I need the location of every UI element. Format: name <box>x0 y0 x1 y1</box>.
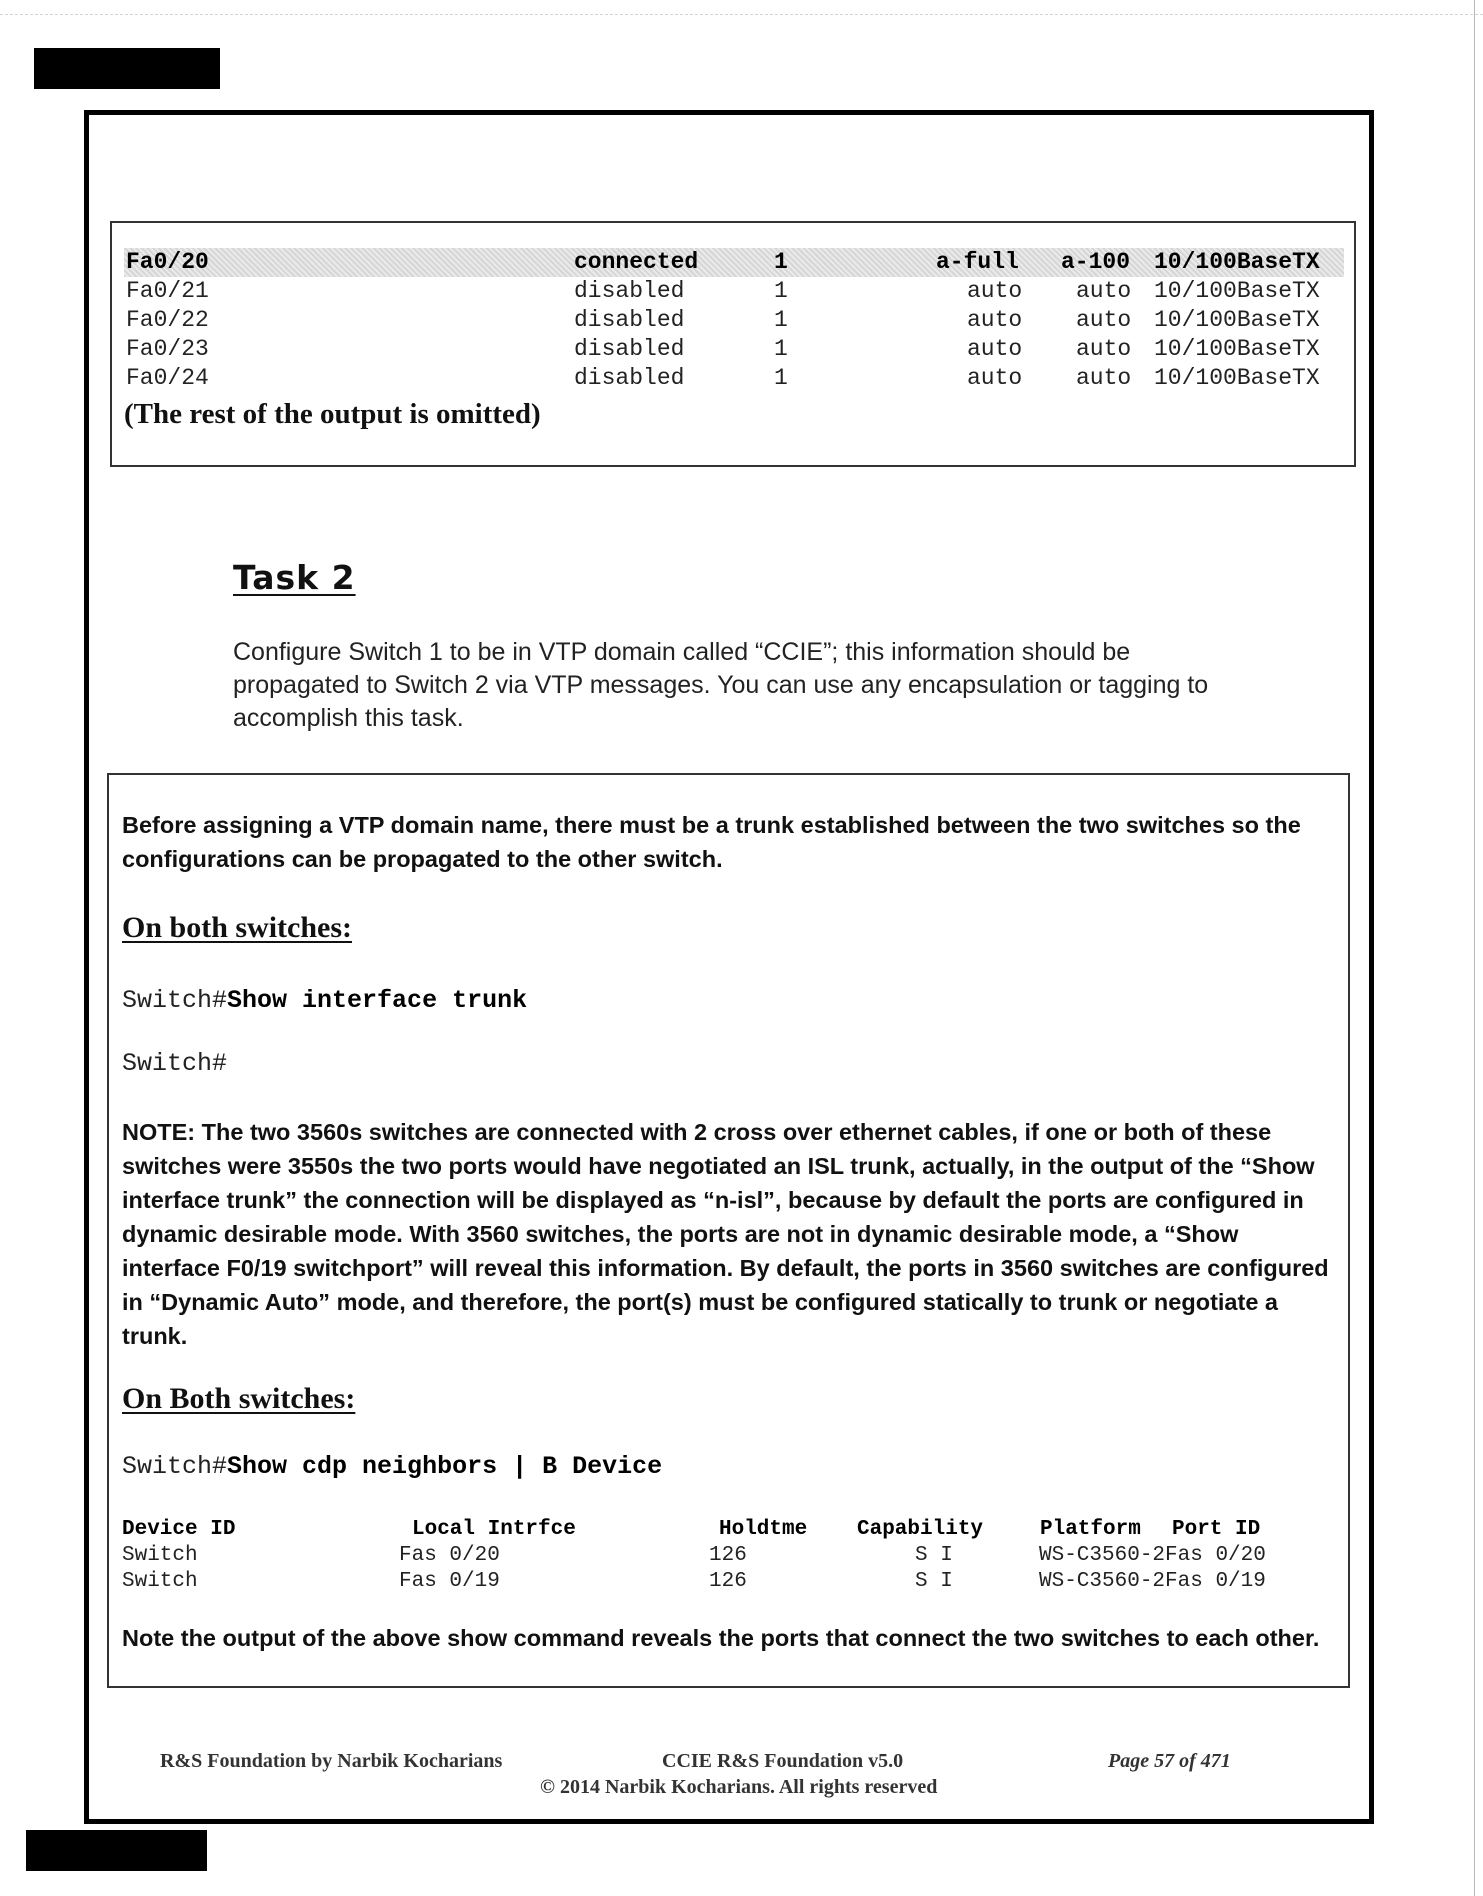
local-intf-cell: Fas 0/20 <box>399 1544 500 1567</box>
speed-cell: auto <box>1076 307 1132 333</box>
type-cell: 10/100BaseTX <box>1154 249 1320 275</box>
header-platform: Platform <box>1040 1518 1141 1541</box>
solution-note: NOTE: The two 3560s switches are connected with 2 cross over ethernet cables, if one or both of these switches were 3550s the two ports would have negotiated an ISL trunk, actually, in the output of the “Show interface trunk” the connection will be displayed as “n-isl”, because by default the ports are configured in dynamic desirable mode. With 3560 switches, the ports are not in dynamic desirable mode, a “Show interface F0/19 switchport” will reveal this information. By default, the ports in 3560 switches are configured in “Dynamic Auto” mode, and therefore, the port(s) must be configured statically to trunk or negotiate a trunk. <box>122 1119 1329 1349</box>
section-heading-both-switches-2: On Both switches: <box>122 1382 356 1415</box>
header-local-intrfce: Local Intrfce <box>412 1518 576 1541</box>
status-cell: disabled <box>574 336 685 362</box>
redaction-bar-bottom <box>26 1830 207 1871</box>
command-output-prompt: Switch# <box>122 1049 228 1078</box>
table-row <box>124 364 1344 393</box>
holdtime-cell: 126 <box>709 1544 747 1567</box>
capability-cell: S I <box>915 1570 953 1593</box>
capability-cell: S I <box>915 1544 953 1567</box>
duplex-cell: auto <box>967 278 1023 304</box>
platform-value: WS-C3560-2 <box>1039 1570 1166 1593</box>
type-cell: 10/100BaseTX <box>1154 365 1320 391</box>
status-cell: disabled <box>574 278 685 304</box>
type-cell: 10/100BaseTX <box>1154 278 1320 304</box>
page-number-text: Page 57 of 471 <box>1108 1750 1231 1772</box>
cli-command: Show interface trunk <box>227 986 528 1015</box>
task-line: propagated to Switch 2 via VTP messages. You can use any encapsulation or tagging to <box>233 671 1209 699</box>
output-omitted-note: (The rest of the output is omitted) <box>124 398 541 430</box>
speed-cell: auto <box>1076 365 1132 391</box>
header-device-id: Device ID <box>122 1518 236 1541</box>
port-cell: Fa0/20 <box>126 249 209 275</box>
port-cell: Fa0/23 <box>126 336 209 362</box>
platform-value: WS-C3560-2 <box>1039 1544 1166 1567</box>
vlan-cell: 1 <box>774 249 788 275</box>
type-cell: 10/100BaseTX <box>1154 336 1320 362</box>
footer-page-number <box>1108 1750 1231 1773</box>
header-port-id: Port ID <box>1172 1518 1261 1541</box>
port-cell: Fa0/21 <box>126 278 209 304</box>
cli-prompt: Switch# <box>122 986 228 1015</box>
task-line: accomplish this task. <box>233 704 464 732</box>
port-cell: Fa0/22 <box>126 307 209 333</box>
footer-copyright: © 2014 Narbik Kocharians. All rights reserved <box>540 1776 938 1798</box>
vlan-cell: 1 <box>774 307 788 333</box>
vlan-cell: 1 <box>774 365 788 391</box>
duplex-cell: auto <box>967 365 1023 391</box>
cdp-neighbors-table <box>122 1517 1322 1597</box>
table-row <box>124 248 1344 277</box>
port-id-value: Fas 0/20 <box>1165 1544 1266 1567</box>
scan-artifact-top-line <box>0 14 1483 15</box>
device-id-cell: Switch <box>122 1570 198 1593</box>
type-cell: 10/100BaseTX <box>1154 307 1320 333</box>
table-row <box>124 335 1344 364</box>
duplex-cell: a-full <box>936 249 1019 275</box>
solution-box <box>107 773 1350 1688</box>
header-holdtme: Holdtme <box>719 1518 808 1541</box>
scan-artifact-right-line <box>1474 0 1475 1896</box>
table-row <box>122 1569 1322 1595</box>
task-title: Task 2 <box>233 558 356 597</box>
header-capability: Capability <box>857 1518 984 1541</box>
platform-port-cell <box>1039 1569 1266 1595</box>
speed-cell: auto <box>1076 278 1132 304</box>
duplex-cell: auto <box>967 307 1023 333</box>
cli-prompt: Switch# <box>122 1452 228 1481</box>
port-cell: Fa0/24 <box>126 365 209 391</box>
platform-port-cell <box>1039 1543 1266 1569</box>
command-show-cdp-neighbors <box>122 1452 662 1481</box>
cli-command: Show cdp neighbors | B Device <box>227 1452 663 1481</box>
status-cell: connected <box>574 249 699 275</box>
footer-author: R&S Foundation by Narbik Kocharians <box>160 1750 503 1772</box>
task-line: Configure Switch 1 to be in VTP domain called “CCIE”; this information should be <box>233 638 1131 666</box>
table-row <box>122 1543 1322 1569</box>
solution-intro: Before assigning a VTP domain name, there must be a trunk established between the two switches so the configurations can be propagated to the other switch. <box>122 812 1301 872</box>
redaction-bar-top <box>34 48 220 89</box>
closing-note: Note the output of the above show command reveals the ports that connect the two switches to each other. <box>122 1625 1320 1651</box>
vlan-cell: 1 <box>774 278 788 304</box>
section-heading-both-switches: On both switches: <box>122 911 353 944</box>
device-id-cell: Switch <box>122 1544 198 1567</box>
local-intf-cell: Fas 0/19 <box>399 1570 500 1593</box>
command-show-interface-trunk <box>122 986 527 1015</box>
status-cell: disabled <box>574 307 685 333</box>
table-row <box>124 277 1344 306</box>
speed-cell: auto <box>1076 336 1132 362</box>
speed-cell: a-100 <box>1061 249 1131 275</box>
status-cell: disabled <box>574 365 685 391</box>
duplex-cell: auto <box>967 336 1023 362</box>
table-row <box>124 306 1344 335</box>
footer-book-title: CCIE R&S Foundation v5.0 <box>662 1750 904 1772</box>
port-id-value: Fas 0/19 <box>1165 1570 1266 1593</box>
interface-status-box <box>110 221 1356 467</box>
vlan-cell: 1 <box>774 336 788 362</box>
holdtime-cell: 126 <box>709 1570 747 1593</box>
cdp-header-row <box>122 1517 1322 1543</box>
task-description <box>233 636 1333 735</box>
